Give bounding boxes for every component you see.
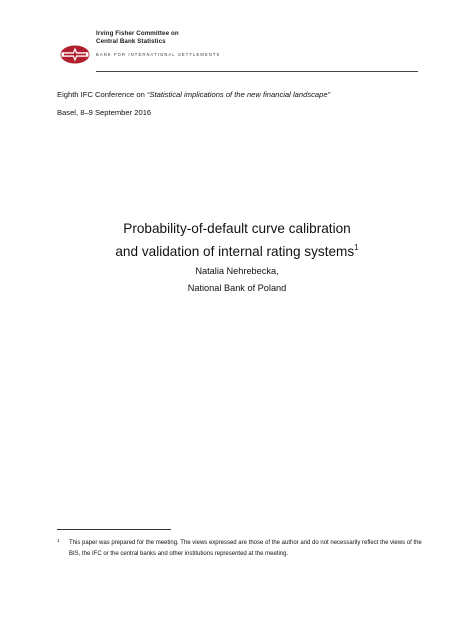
- paper-title-line2: [0, 243, 474, 259]
- title-footnote-mark[interactable]: 1: [354, 243, 359, 252]
- footnote-divider: [57, 529, 171, 530]
- conference-line: [57, 90, 330, 99]
- bis-logo-icon: [60, 45, 90, 64]
- conference-theme: “Statistical implications of the new financial landscape”: [146, 90, 331, 99]
- bis-name: BANK FOR INTERNATIONAL SETTLEMENTS: [96, 52, 221, 57]
- paper-title-line2-text: and validation of internal rating systems: [115, 244, 355, 259]
- paper-title-line1: Probability-of-default curve calibration: [123, 221, 351, 236]
- author-institution: National Bank of Poland: [187, 283, 287, 293]
- org-name-line1: Irving Fisher Committee on: [96, 30, 179, 37]
- author-name: Natalia Nehrebecka,: [195, 266, 279, 276]
- footnote: [57, 538, 427, 559]
- footnote-mark: 1: [57, 538, 60, 543]
- conference-venue: Basel, 8–9 September 2016: [57, 108, 152, 117]
- conference-prefix: Eighth IFC Conference on: [57, 90, 147, 99]
- header-divider: [96, 71, 418, 72]
- footnote-text: This paper was prepared for the meeting. The views expressed are those of the author and do not necessarily reflect the views of the BIS, the IFC or the central banks and other institutions represented at the meeting.: [69, 540, 422, 557]
- org-name-line2: Central Bank Statistics: [96, 38, 166, 45]
